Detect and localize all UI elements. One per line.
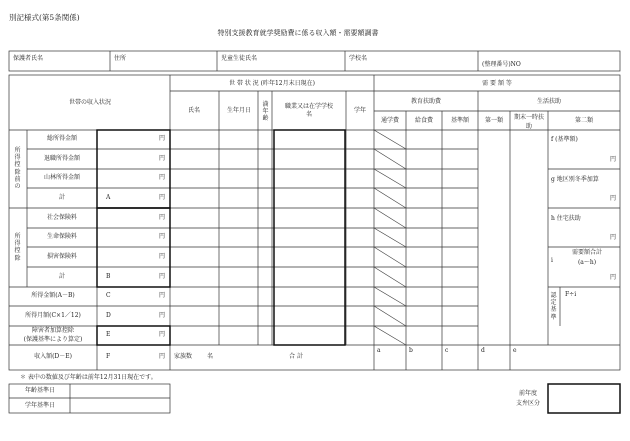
- income-amount-label: 所得金額(A－B): [31, 292, 75, 299]
- life-insurance-label: 生命保険料: [46, 233, 78, 240]
- living-aid-header: 生活扶助: [536, 98, 562, 105]
- grade-base-date-label: 学年基準日: [24, 402, 56, 409]
- f-div-i-label: F÷i: [565, 291, 577, 298]
- yen-unit: 円: [158, 194, 165, 201]
- letter-d: D: [106, 312, 111, 319]
- letter-a: A: [106, 194, 111, 201]
- yen-unit: 円: [158, 273, 165, 280]
- household-grade-header: 学年: [353, 107, 367, 114]
- h-housing-aid-label: h 住宅扶助: [551, 215, 581, 222]
- previous-year-label: 前年度: [518, 390, 538, 397]
- f-standard-amount-label: f (基準額): [551, 136, 578, 143]
- letter-d-lower: d: [481, 347, 485, 354]
- before-deduction-group-label: 所得控除前の: [14, 147, 21, 191]
- subtotal-a-label: 計: [58, 194, 66, 201]
- subtotal-b-label: 計: [58, 273, 66, 280]
- household-name-header: 氏名: [187, 107, 201, 114]
- footnote: ＊ 表中の数値及び年齢は前年12月31日現在です。: [20, 374, 157, 381]
- student-name-label: 児童生徒氏名: [221, 55, 258, 62]
- letter-e: E: [106, 331, 111, 338]
- retirement-income-label: 退職所得金額: [43, 155, 81, 162]
- commute-cost-header: 通学費: [380, 117, 400, 124]
- yen-unit: 円: [158, 214, 165, 221]
- yen-unit: 円: [609, 156, 616, 163]
- family-count-unit: 名: [207, 353, 214, 360]
- year-end-aid-header: 期末一時扶助: [514, 114, 545, 130]
- yen-unit: 円: [158, 135, 165, 142]
- address-label: 住所: [114, 55, 127, 62]
- reference-number-label: (整理番号)NO: [482, 61, 521, 68]
- yen-unit: 円: [158, 292, 165, 299]
- forest-income-label: 山林所得金額: [43, 174, 81, 181]
- document-title: 特別支援教育就学奨励費に係る収入額・需要額調書: [217, 29, 379, 37]
- age-base-date-label: 年齢基準日: [24, 387, 56, 394]
- yen-unit: 円: [609, 234, 616, 241]
- letter-b: B: [106, 273, 111, 280]
- lunch-cost-header: 給食費: [414, 117, 434, 124]
- school-name-label: 学校名: [349, 55, 368, 62]
- monthly-income-label: 所得月額(C×1／12): [25, 312, 81, 319]
- yen-unit: 円: [158, 253, 165, 260]
- household-header: 世 帯 状 況 (昨年12月末日現在): [229, 80, 315, 87]
- income-header: 世帯の収入状況: [68, 99, 112, 106]
- social-insurance-label: 社会保険料: [46, 214, 78, 221]
- yen-unit: 円: [158, 155, 165, 162]
- letter-c-lower: c: [445, 347, 449, 354]
- family-count-label: 家族数: [174, 353, 193, 360]
- second-category-header: 第二類: [574, 117, 594, 124]
- household-occupation-header: 職業又は在学学校名: [284, 103, 333, 118]
- first-category-header: 第一類: [484, 117, 504, 124]
- damage-insurance-label: 損害保険料: [46, 253, 78, 260]
- guardian-name-label: 保護者氏名: [13, 55, 44, 62]
- needs-header: 需 要 額 等: [482, 80, 512, 87]
- yen-unit: 円: [158, 174, 165, 181]
- yen-unit: 円: [609, 274, 616, 281]
- yen-unit: 円: [158, 331, 165, 338]
- letter-a-lower: a: [377, 347, 381, 354]
- form-label: 別記様式(第5条関係): [9, 13, 80, 22]
- total-income-label: 総所得金額: [46, 135, 78, 142]
- payment-category-label: 支弁区分: [515, 400, 541, 407]
- yen-unit: 円: [158, 233, 165, 240]
- standard-amount-header: 基準額: [450, 117, 470, 124]
- household-dob-header: 生年月日: [226, 107, 252, 114]
- letter-e-lower: e: [513, 347, 517, 354]
- i-total-needs-label: 需要額合計: [571, 249, 603, 256]
- disability-deduction-note: (保護基準により算定): [23, 336, 83, 343]
- disability-deduction-label: 障害者加算控除: [31, 327, 75, 334]
- i-formula: (a～h): [577, 259, 597, 266]
- revenue-amount-label: 収入額(D－E): [34, 353, 72, 360]
- yen-unit: 円: [158, 353, 165, 360]
- g-winter-addition-label: g 地区別冬季加算: [551, 176, 599, 183]
- letter-c: C: [106, 292, 111, 299]
- letter-i: i: [551, 257, 553, 264]
- household-age-header: 満年齢: [262, 101, 269, 123]
- total-label: 合 計: [289, 353, 303, 360]
- letter-f: F: [106, 353, 111, 360]
- determination-standard-label: 認定基準: [550, 292, 557, 321]
- deduction-group-label: 所得控除: [14, 233, 21, 262]
- yen-unit: 円: [609, 195, 616, 202]
- education-aid-header: 教育扶助費: [410, 98, 442, 105]
- yen-unit: 円: [158, 312, 165, 319]
- letter-b-lower: b: [409, 347, 413, 354]
